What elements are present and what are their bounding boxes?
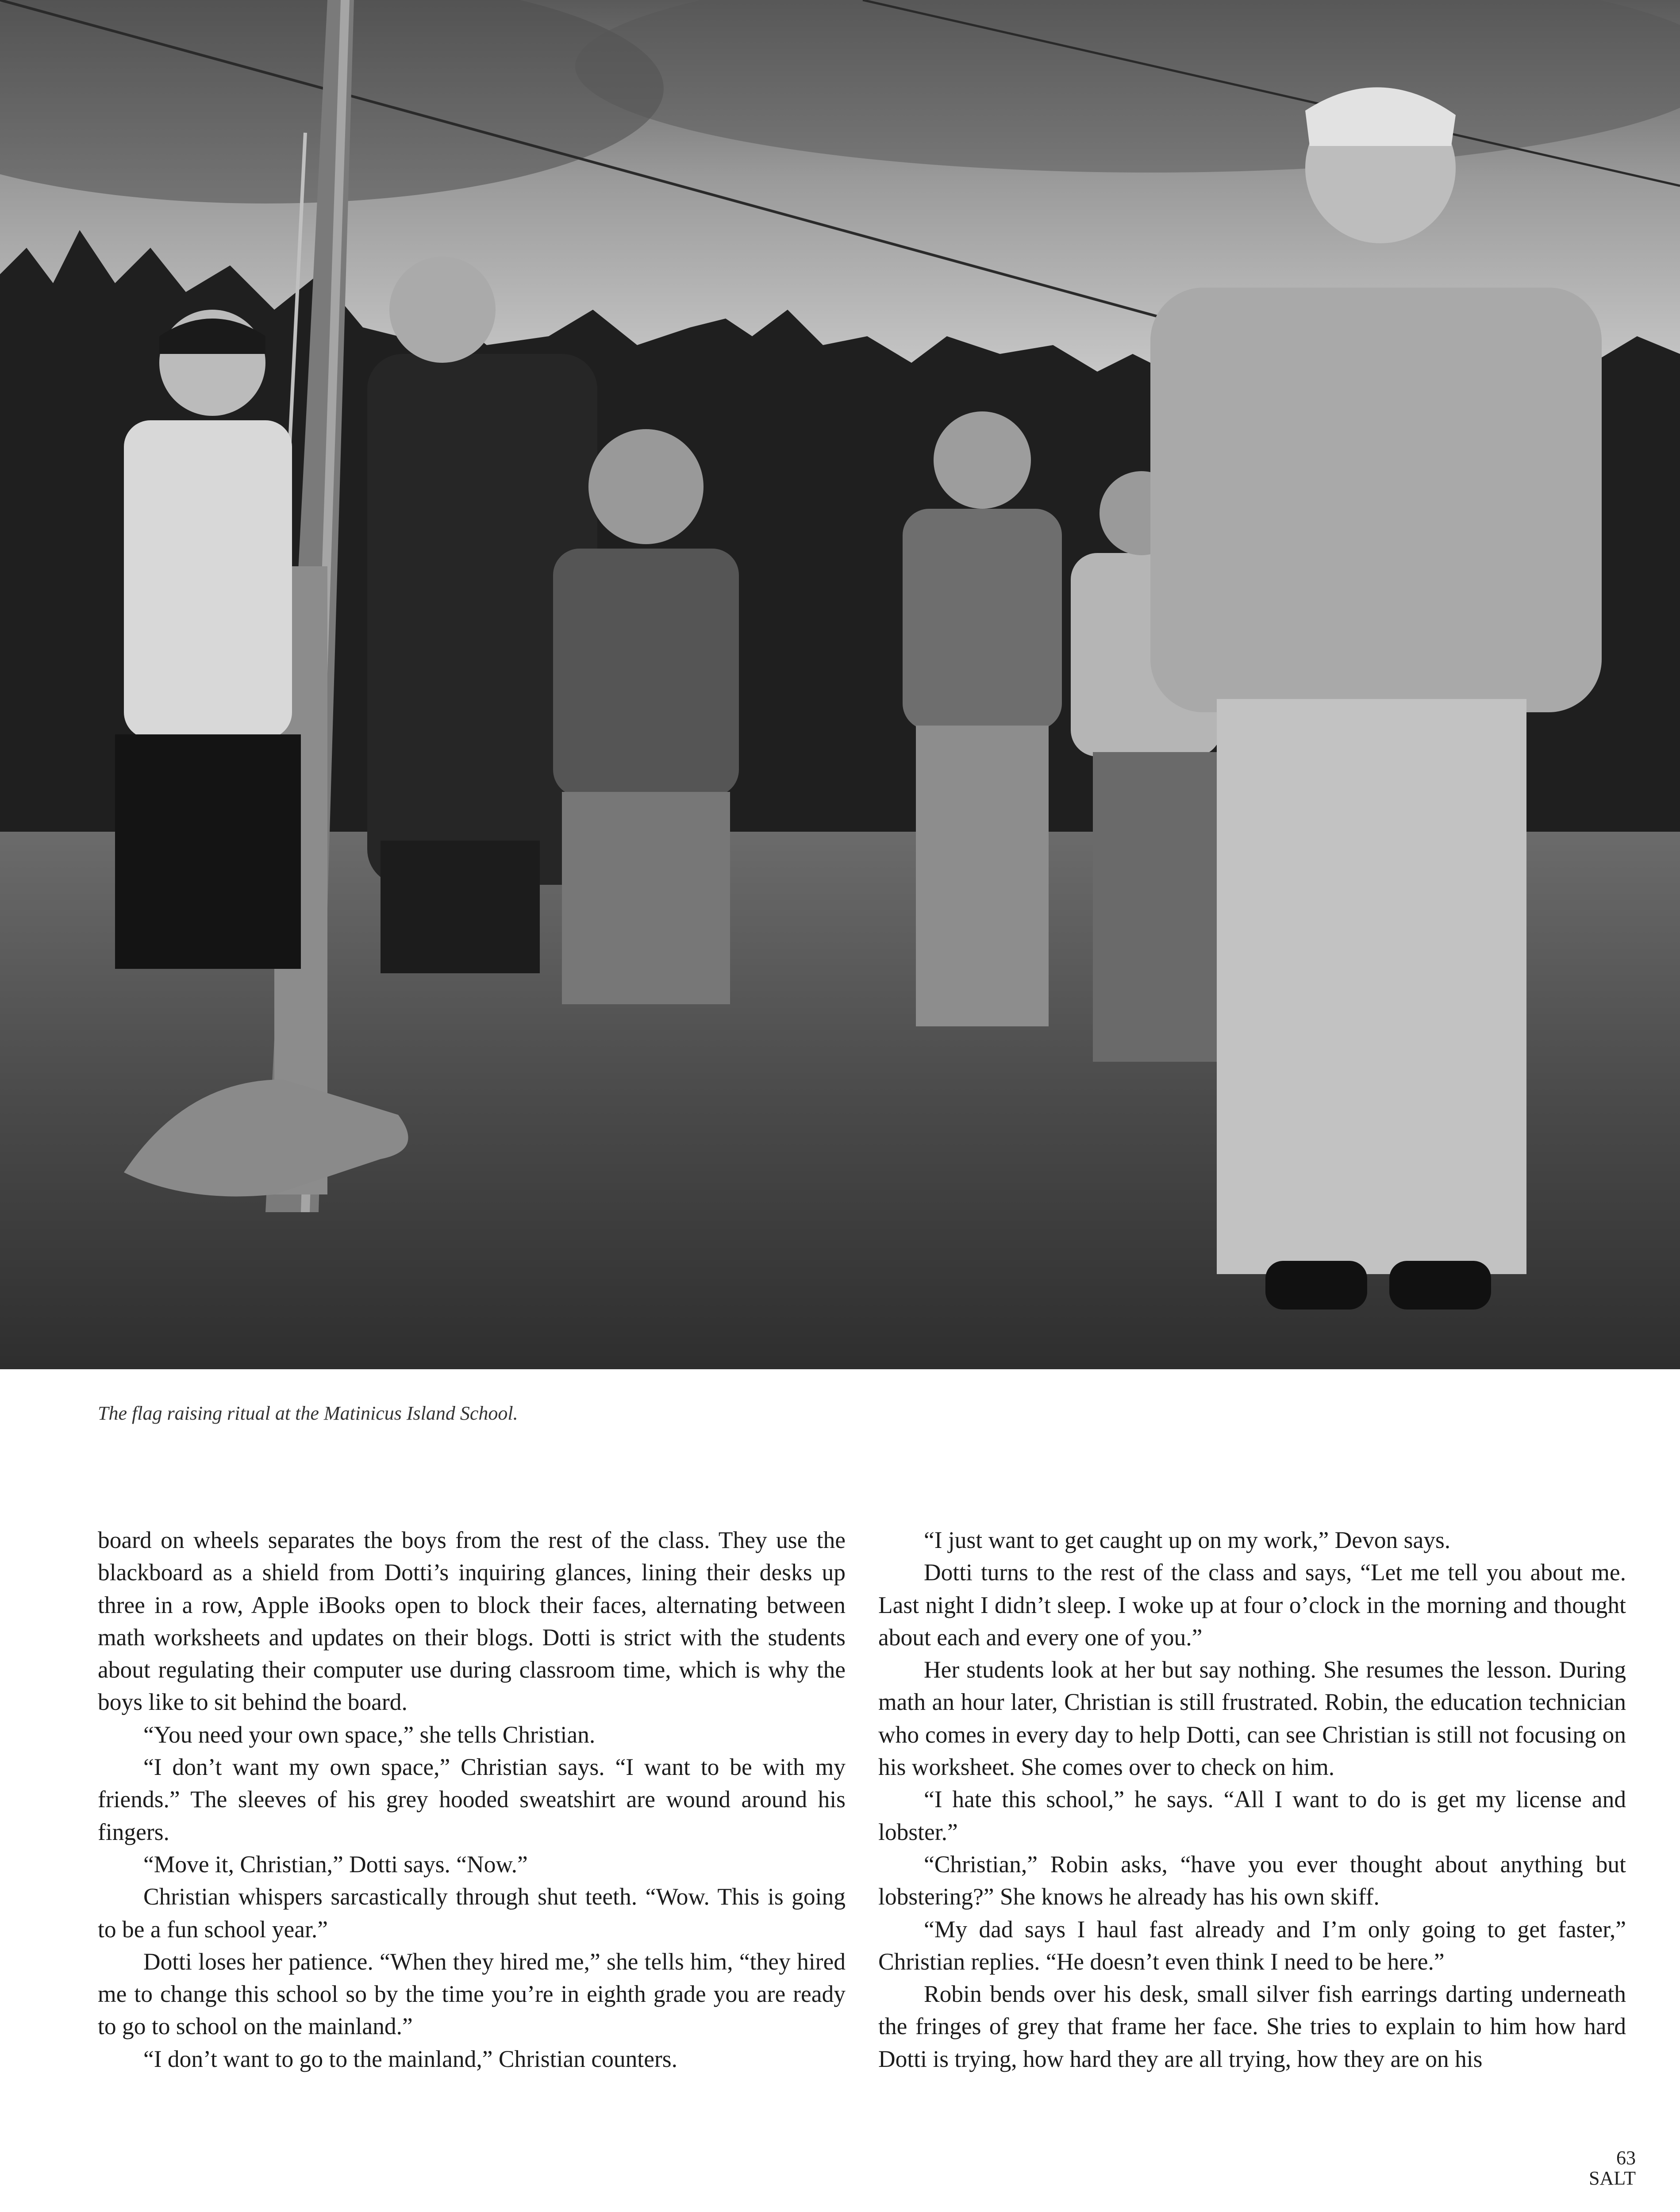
paragraph: Dotti turns to the rest of the class and says, “Let me tell you about me. Last night I didn’t sleep. I woke up at four o’clock in the morning and thought about each and every one of you.” [878,1559,1626,1651]
paragraph: “I don’t want to go to the mainland,” Christian counters. [143,2045,677,2072]
paragraph: “Christian,” Robin asks, “have you ever thought about anything but lobstering?” She knows he already has his own skiff. [878,1851,1626,1910]
left-text-column [98,1524,846,2075]
paragraph: Robin bends over his desk, small silver fish earrings darting underneath the fringes of grey that frame her face. She tries to explain to him how hard Dotti is trying, how hard they are all trying, how they are on his [878,1981,1626,2072]
paragraph: “I hate this school,” he says. “All I want to do is get my license and lobster.” [878,1786,1626,1845]
paragraph: Christian whispers sarcastically through shut teeth. “Wow. This is going to be a fun school year.” [98,1883,846,1943]
paragraph: “I just want to get caught up on my work,” Devon says. [924,1527,1451,1553]
page-folio [1503,2148,1636,2189]
paragraph: board on wheels separates the boys from the rest of the class. They use the blackboard as a shield from Dotti’s inquiring glances, lining their desks up three in a row, Apple iBooks open to block their faces, alternating between math worksheets and updates on their blogs. Dotti is strict with the students about regulating their computer use during classroom time, which is why the boys like to sit behind the board. [98,1527,846,1716]
page-number: 63 [1616,2147,1636,2169]
right-text-column [878,1524,1626,2075]
paragraph: “Move it, Christian,” Dotti says. “Now.” [143,1851,528,1878]
paragraph: Her students look at her but say nothing. She resumes the lesson. During math an hour later, Christian is still frustrated. Robin, the education technician who comes in every day to help Dotti, can see Christian is still not focusing on his worksheet. She comes over to check on him. [878,1656,1626,1781]
paragraph: Dotti loses her patience. “When they hired me,” she tells him, “they hired me to change this school so by the time you’re in eighth grade you are ready to go to school on the mainland.” [98,1948,846,2040]
paragraph: “You need your own space,” she tells Christian. [143,1721,596,1748]
paragraph: “My dad says I haul fast already and I’m only going to get faster,” Christian replies. “He doesn’t even think I need to be here.” [878,1916,1626,1975]
photo-caption: The flag raising ritual at the Matinicus Island School. [98,1402,518,1424]
magazine-name: SALT [1589,2167,1636,2189]
paragraph: “I don’t want my own space,” Christian says. “I want to be with my friends.” The sleeves of his grey hooded sweatshirt are wound around his fingers. [98,1754,846,1845]
